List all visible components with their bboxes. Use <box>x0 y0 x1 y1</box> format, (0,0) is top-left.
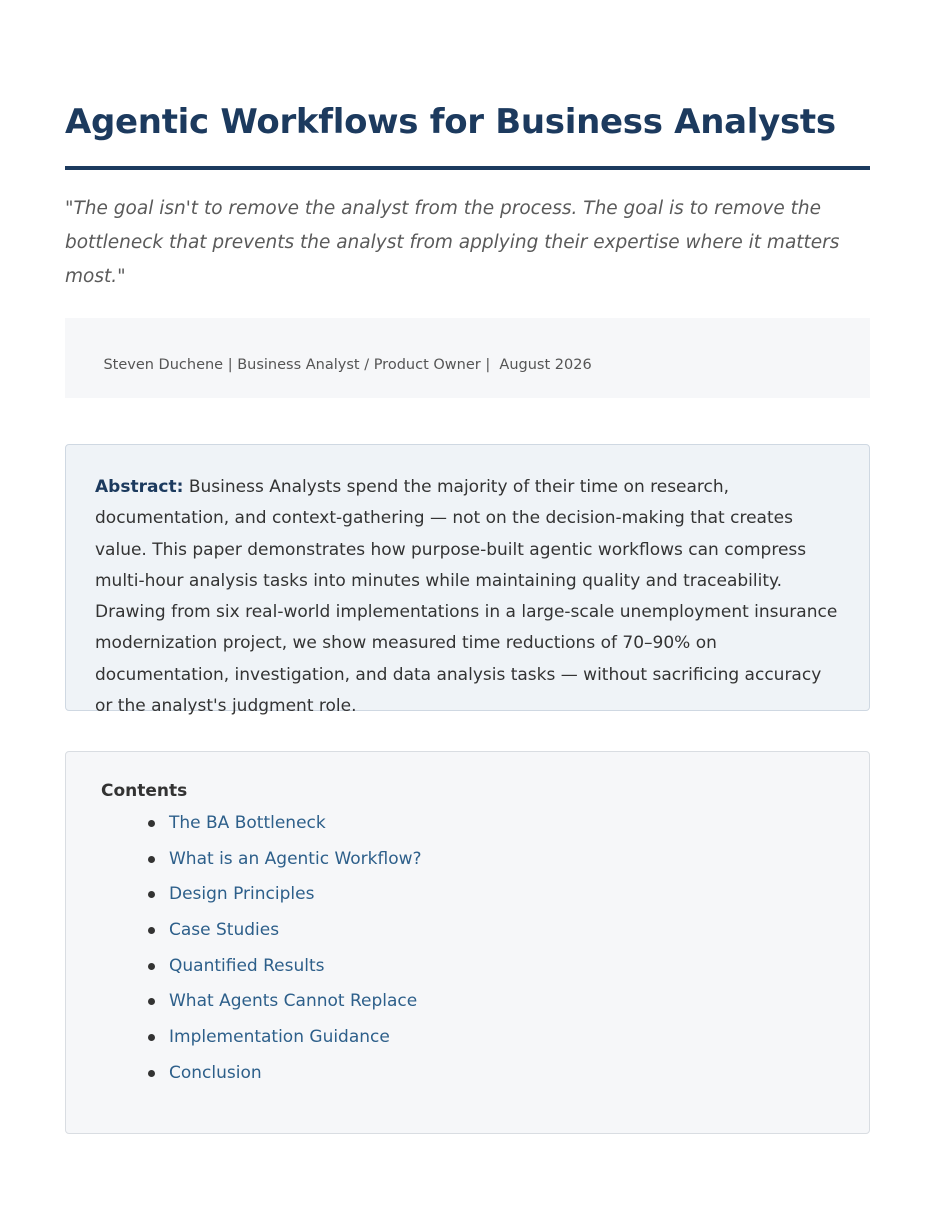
bullet-icon <box>148 820 155 827</box>
abstract-label: Abstract: <box>95 477 184 497</box>
toc-link-implementation-guidance[interactable]: Implementation Guidance <box>169 1027 390 1048</box>
toc-list <box>101 807 834 1093</box>
title-divider <box>65 166 870 170</box>
toc-item <box>169 807 834 843</box>
bullet-icon <box>148 1034 155 1041</box>
toc-item <box>169 950 834 986</box>
author-meta-text: Steven Duchene | Business Analyst / Product Owner | August 2026 <box>103 357 592 373</box>
bullet-icon <box>148 856 155 863</box>
toc-link-quantified-results[interactable]: Quantified Results <box>169 955 325 976</box>
document-page <box>65 0 870 1134</box>
toc-item <box>169 985 834 1021</box>
toc-link-case-studies[interactable]: Case Studies <box>169 920 280 941</box>
toc-item <box>169 878 834 914</box>
toc-item <box>169 1057 834 1093</box>
toc-link-ba-bottleneck[interactable]: The BA Bottleneck <box>169 813 326 833</box>
toc-link-conclusion[interactable]: Conclusion <box>169 1062 262 1083</box>
abstract-box <box>65 444 870 717</box>
abstract-text: Business Analysts spend the majority of their time on research, documentation, and context-gathering — not on the decision-making that creates value. This paper demonstrates how purpose-built agentic workflows can compress multi-hour analysis tasks into minutes while maintaining quality and traceability. Drawing from six real-world implementations in a large-scale unemployment insurance modernization project, we show measured time reductions of 70–90% on documentation, investigation, and data analysis tasks — without sacrificing accuracy or the analyst's judgment role. <box>95 477 838 717</box>
document-title: Agentic Workflows for Business Analysts <box>65 102 836 142</box>
bullet-icon <box>148 963 155 970</box>
bullet-icon <box>148 891 155 898</box>
bullet-icon <box>148 1070 155 1077</box>
toc-link-agents-cannot-replace[interactable]: What Agents Cannot Replace <box>169 991 418 1012</box>
bullet-icon <box>148 998 155 1005</box>
toc-link-agentic-workflow[interactable]: What is an Agentic Workflow? <box>169 848 422 869</box>
bullet-icon <box>148 927 155 934</box>
table-of-contents <box>65 751 870 1134</box>
author-meta-box <box>65 318 870 398</box>
toc-item <box>169 1021 834 1057</box>
toc-item <box>169 843 834 879</box>
toc-link-design-principles[interactable]: Design Principles <box>169 884 315 905</box>
epigraph-quote: "The goal isn't to remove the analyst from the process. The goal is to remove the bottleneck that prevents the analyst from applying their expertise where it matters most." <box>65 198 840 287</box>
toc-item <box>169 914 834 950</box>
contents-heading: Contents <box>101 781 188 801</box>
